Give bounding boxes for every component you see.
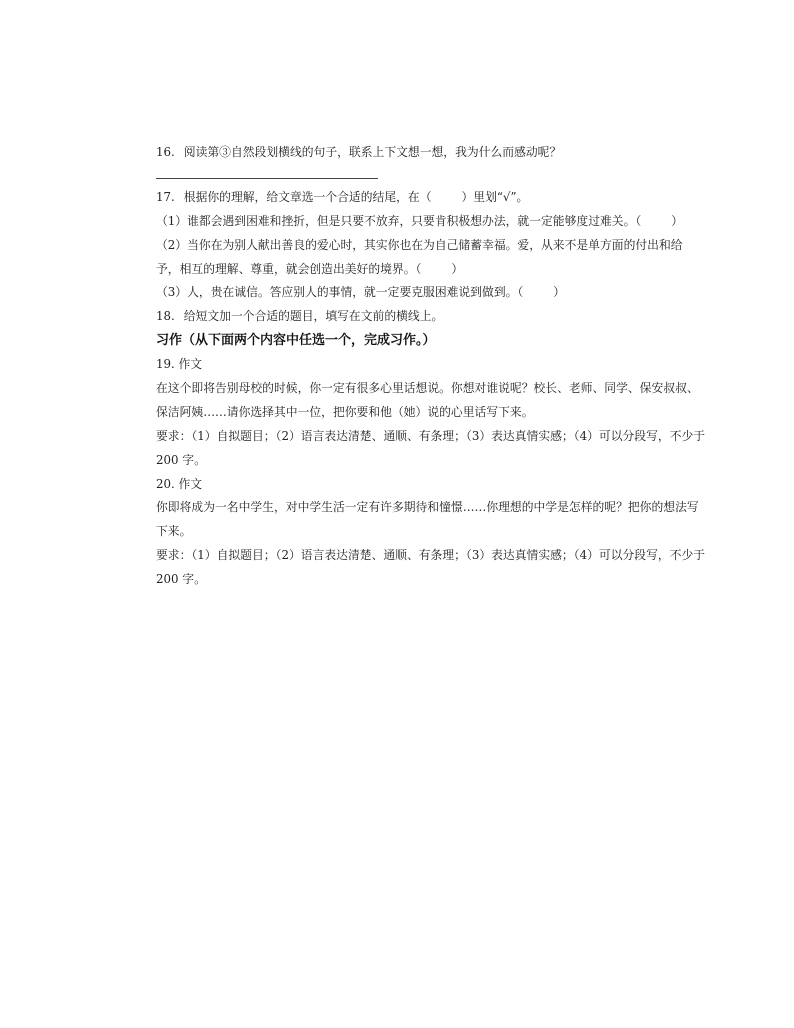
question-text: 给短文加一个合适的题目，填写在文前的横线上。	[183, 309, 444, 324]
writing-prompt-19-requirements-1: 要求：（1）自拟题目；（2）语言表达清楚、通顺、有条理；（3）表达真情实感；（4）可以分段写，不少于	[156, 428, 706, 443]
question-17	[156, 186, 716, 210]
question-text: 根据你的理解，给文章选一个合适的结尾，在（ ）里划“√”。	[183, 189, 529, 204]
writing-prompt-20-line-1: 你即将成为一名中学生，对中学生活一定有许多期待和憧憬……你理想的中学是怎样的呢？把你的想法写	[156, 500, 699, 515]
writing-prompt-20-title: 20. 作文	[156, 476, 203, 491]
question-text: 阅读第③自然段划横线的句子，联系上下文想一想，我为什么而感动呢？	[183, 145, 562, 159]
question-content	[156, 141, 716, 592]
writing-prompt-20-requirements-2: 200 字。	[156, 572, 206, 587]
writing-prompt-19-title: 19. 作文	[156, 357, 203, 372]
writing-section-heading: 习作（从下面两个内容中任选一个，完成习作。）	[156, 333, 436, 349]
writing-prompt-19-line-2: 保洁阿姨……请你选择其中一位，把你要和他（她）说的心里话写下来。	[156, 404, 534, 419]
option-1: （1）谁都会遇到困难和挫折，但是只要不放弃，只要肯积极想办法，就一定能够度过难关。（ ）	[156, 213, 684, 228]
option-2-line-1: （2）当你在为别人献出善良的爱心时，其实你也在为自己储蓄幸福。爱，从来不是单方面的付出和给	[156, 237, 683, 252]
writing-prompt-19-line-1: 在这个即将告别母校的时候，你一定有很多心里话想说。你想对谁说呢？校长、老师、同学、保安叔叔、	[156, 381, 699, 396]
option-3: （3）人，贵在诚信。答应别人的事情，就一定要克服困难说到做到。（ ）	[156, 285, 566, 300]
option-2-line-2: 予，相互的理解、尊重，就会创造出美好的境界。（ ）	[156, 261, 464, 276]
writing-prompt-19-requirements-2: 200 字。	[156, 452, 206, 467]
question-number: 16.	[156, 145, 175, 159]
writing-prompt-20-requirements-1: 要求：（1）自拟题目；（2）语言表达清楚、通顺、有条理；（3）表达真情实感；（4）可以分段写，不少于	[156, 548, 706, 563]
question-16	[156, 141, 716, 165]
question-18	[156, 305, 716, 329]
writing-prompt-20-line-2: 下来。	[156, 524, 192, 539]
answer-blank-line	[156, 165, 378, 179]
question-number: 18.	[156, 309, 175, 324]
question-number: 17.	[156, 189, 175, 204]
